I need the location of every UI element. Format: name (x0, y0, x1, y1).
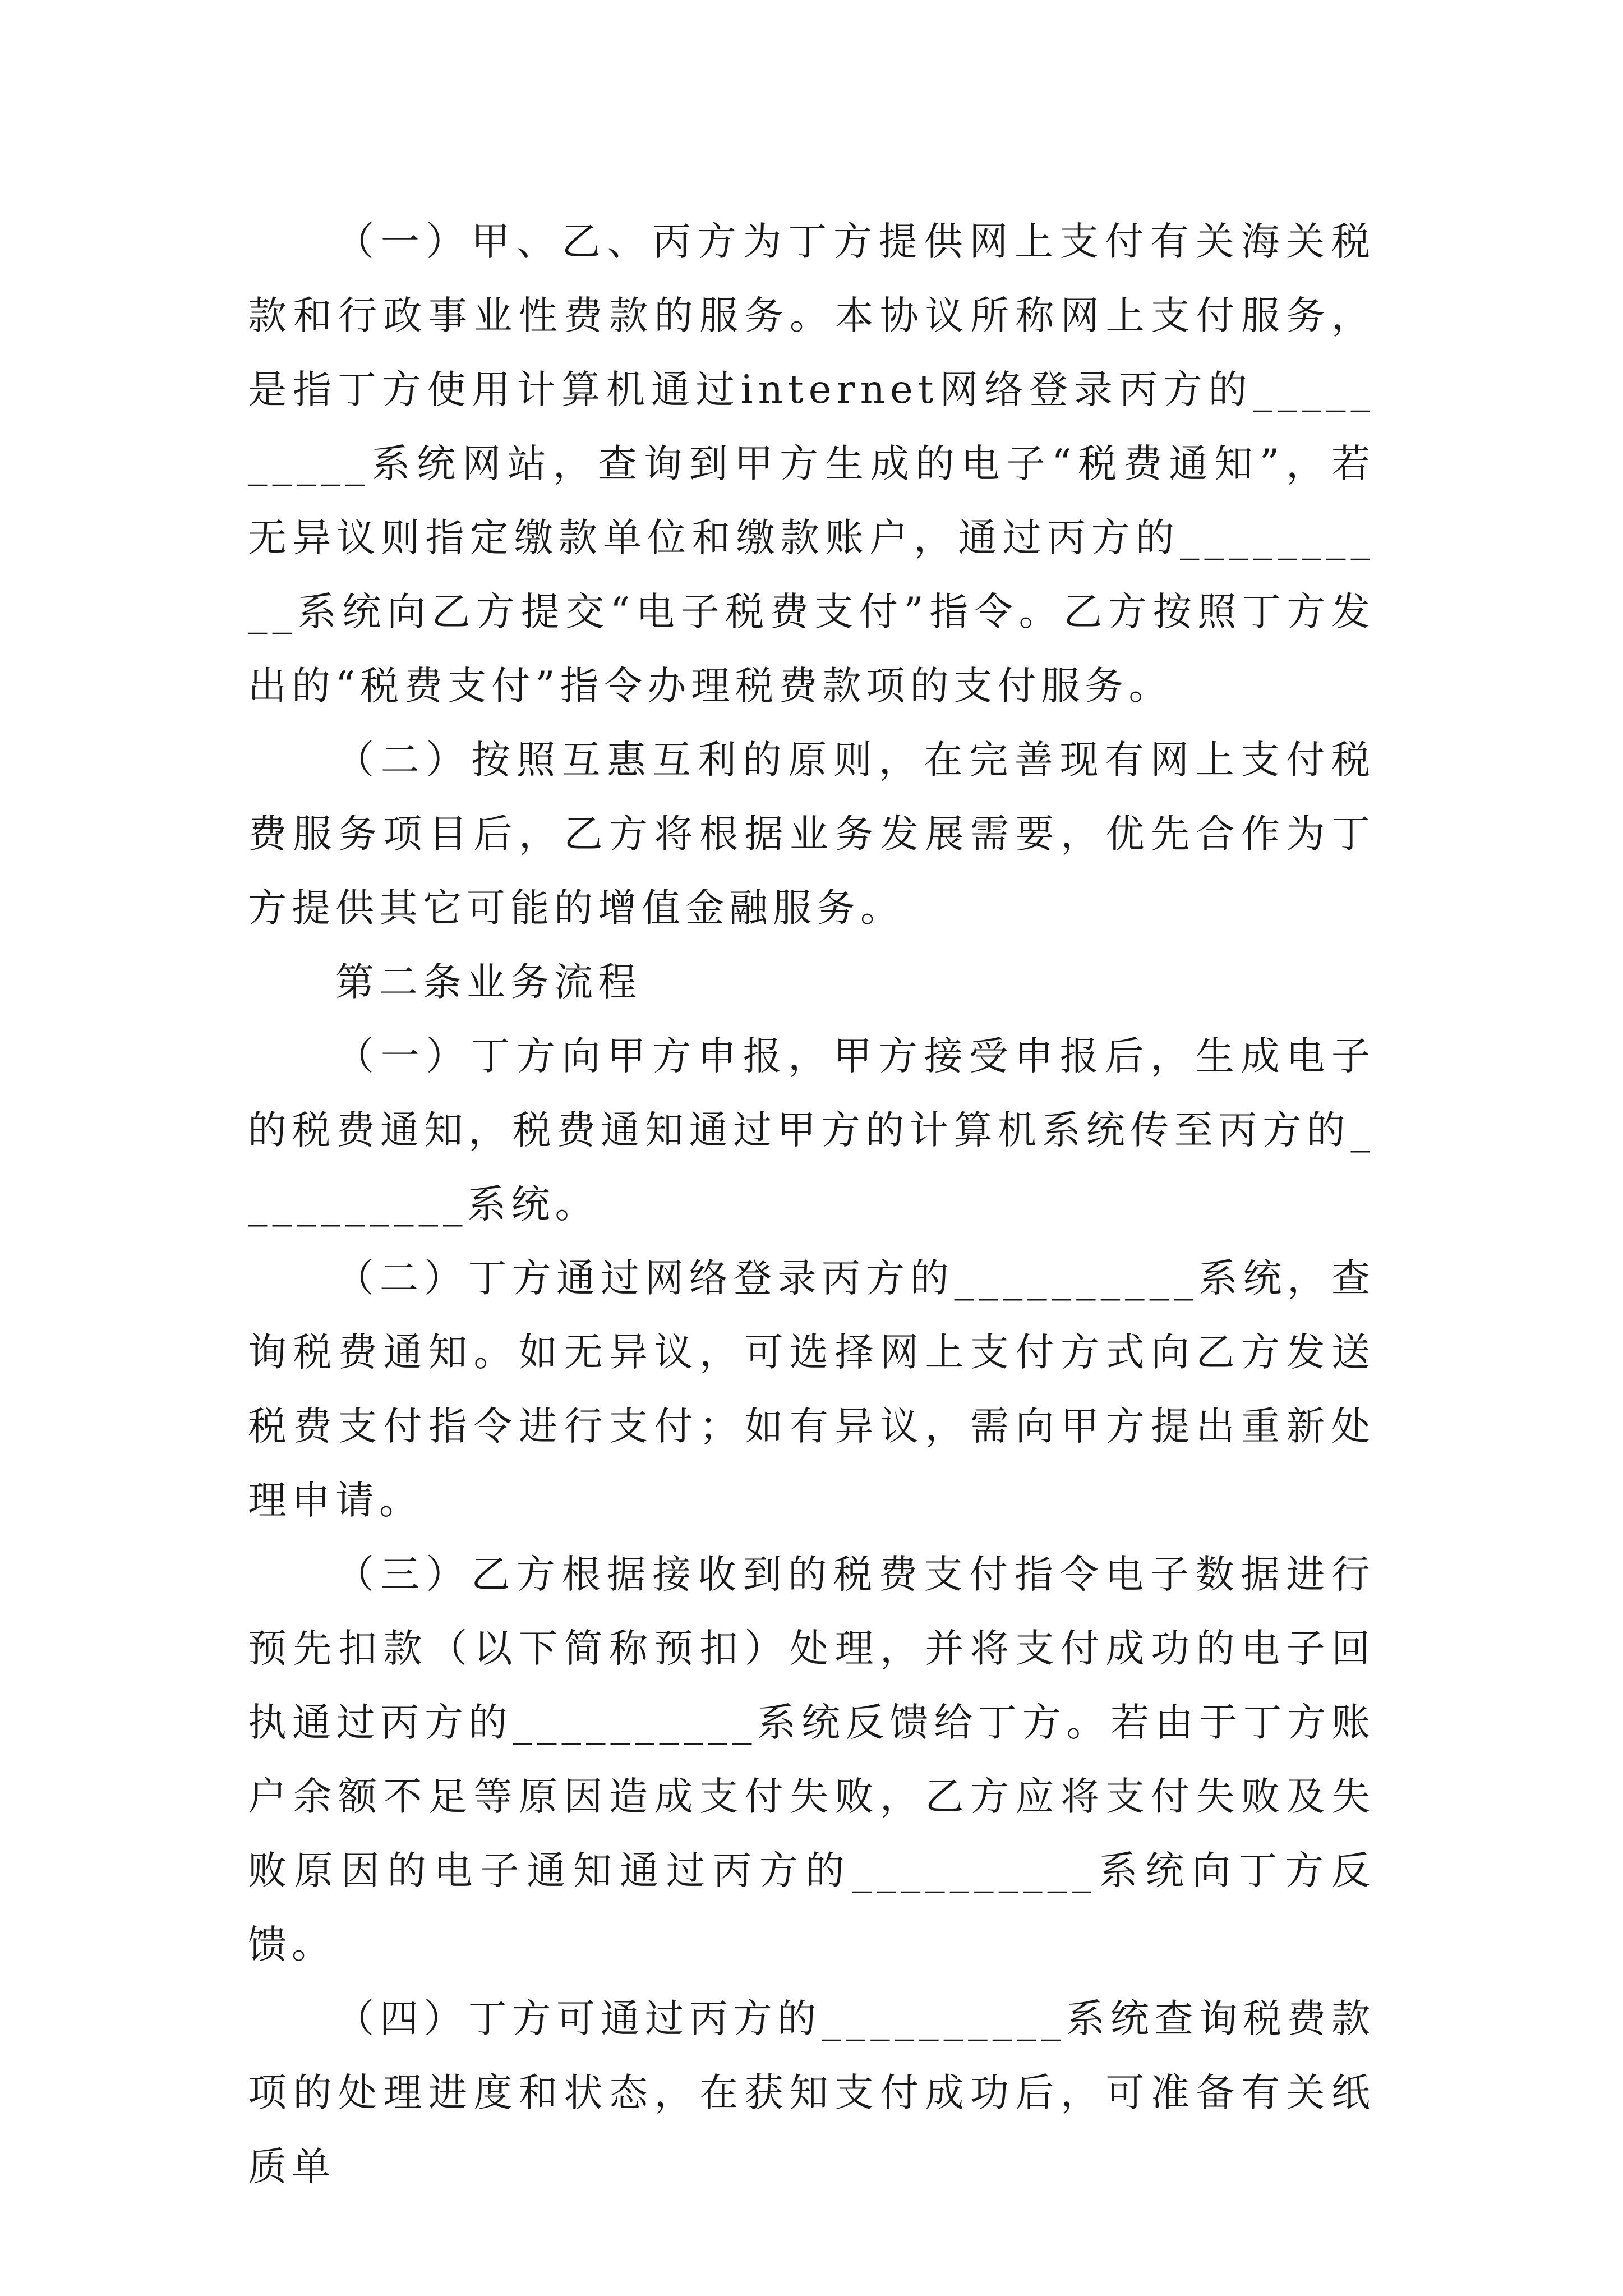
process-step-4-paragraph: （四）丁方可通过丙方的__________系统查询税费款项的处理进度和状态，在获知支付成功后，可准备有关纸质单 (248, 1996, 1375, 2189)
process-step-1-paragraph: （一）丁方向甲方申报，甲方接受申报后，生成电子的税费通知，税费通知通过甲方的计算机系统传至丙方的__________系统。 (248, 1034, 1375, 1227)
clause-2-paragraph: （二）按照互惠互利的原则，在完善现有网上支付税费服务项目后，乙方将根据业务发展需要，优先合作为丁方提供其它可能的增值金融服务。 (248, 738, 1375, 931)
document-body (248, 205, 1375, 2204)
process-step-3-paragraph: （三）乙方根据接收到的税费支付指令电子数据进行预先扣款（以下简称预扣）处理，并将支付成功的电子回执通过丙方的__________系统反馈给丁方。若由于丁方账户余额不足等原因造成支付失败，乙方应将支付失败及失败原因的电子通知通过丙方的__________系统向丁方反馈。 (248, 1552, 1375, 1967)
clause-1-paragraph: （一）甲、乙、丙方为丁方提供网上支付有关海关税款和行政事业性费款的服务。本协议所称网上支付服务，是指丁方使用计算机通过internet网络登录丙方的__________系统网站，查询到甲方生成的电子“税费通知”，若无异议则指定缴款单位和缴款账户，通过丙方的__________系统向乙方提交“电子税费支付”指令。乙方按照丁方发出的“税费支付”指令办理税费款项的支付服务。 (248, 219, 1375, 708)
article-2-heading: 第二条业务流程 (335, 960, 642, 1005)
process-step-2-paragraph: （二）丁方通过网络登录丙方的__________系统，查询税费通知。如无异议，可选择网上支付方式向乙方发送税费支付指令进行支付；如有异议，需向甲方提出重新处理申请。 (248, 1256, 1375, 1523)
